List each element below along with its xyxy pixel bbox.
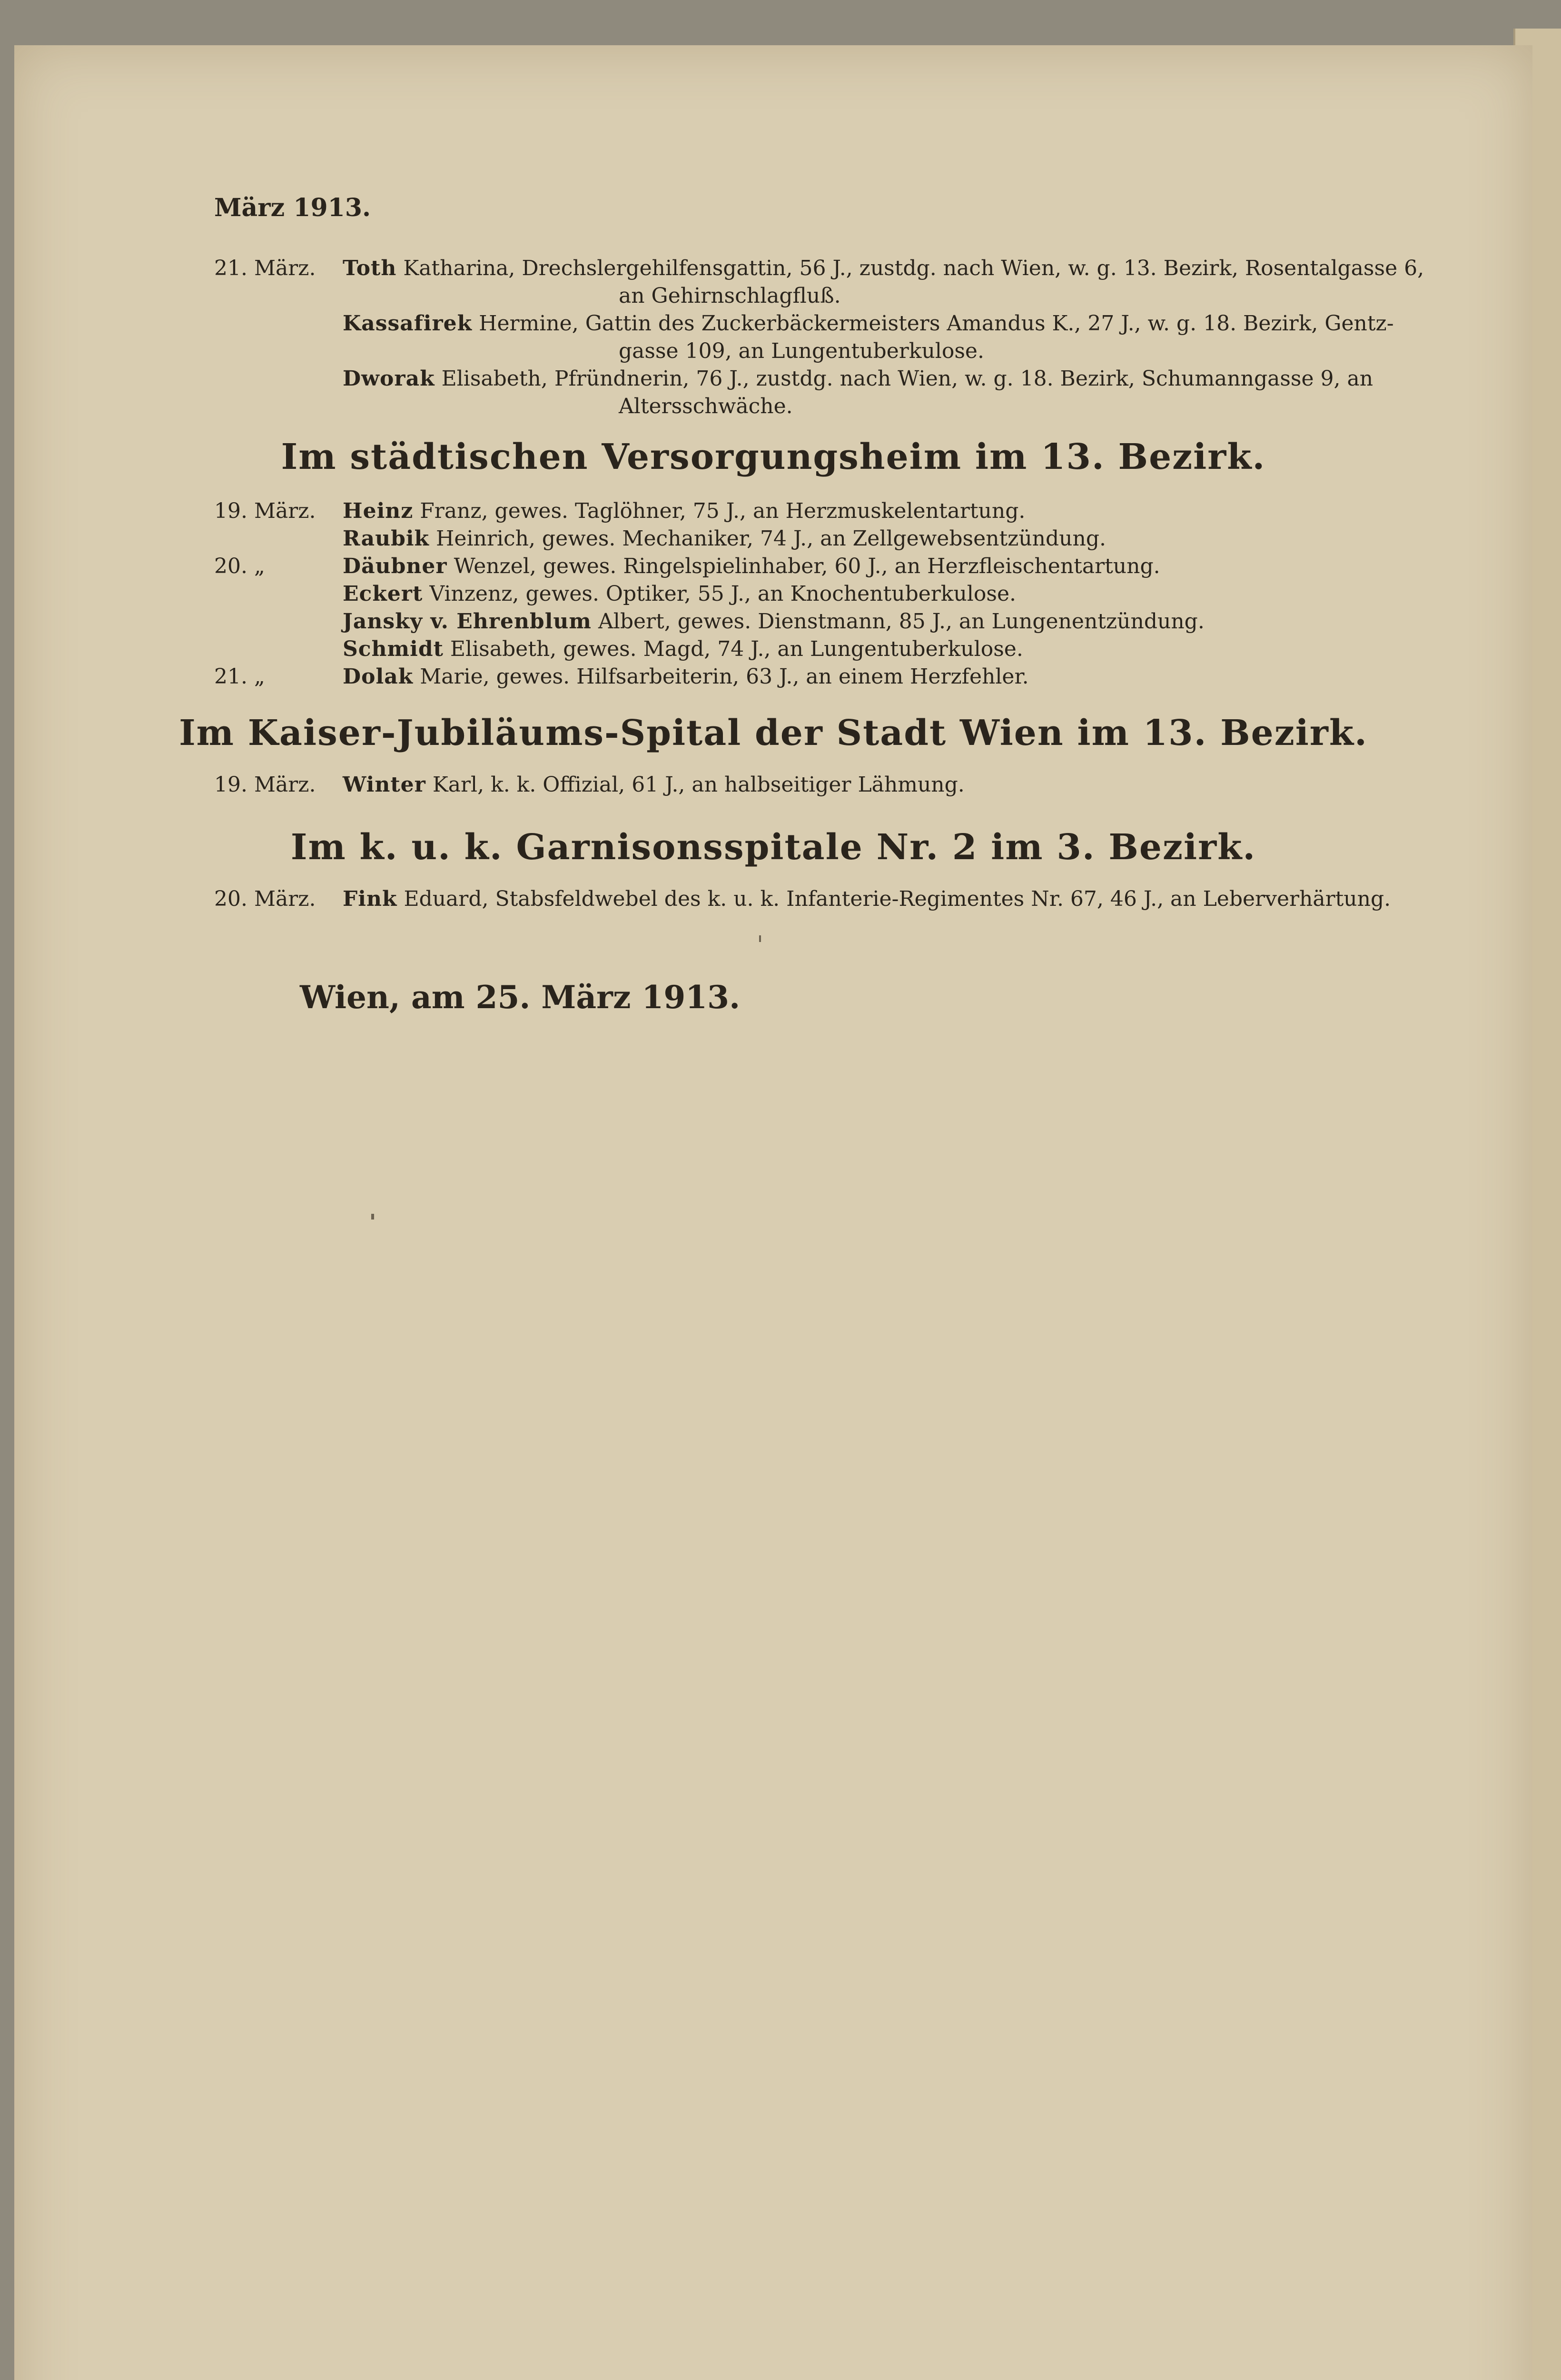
closing-date-line: Wien, am 25. März 1913. xyxy=(300,979,741,1016)
entry-name: Winter xyxy=(343,773,426,797)
entry-text: Franz, gewes. Taglöhner, 75 J., an Herzmuskelentartung. xyxy=(420,499,1026,523)
entry-name: Jansky v. Ehrenblum xyxy=(343,609,592,634)
print-speck xyxy=(371,1214,374,1220)
entry-date: 20. März. xyxy=(214,887,316,911)
entry-name: Dolak xyxy=(343,664,414,689)
entry-name: Toth xyxy=(343,256,397,280)
entry-name: Fink xyxy=(343,887,397,911)
entry-line xyxy=(343,497,1025,525)
entry-date: 20. „ xyxy=(214,554,265,578)
entry-line xyxy=(343,771,965,799)
entry-text: Eduard, Stabsfeldwebel des k. u. k. Infanterie-Regimentes Nr. 67, 46 J., an Leberverhärtung. xyxy=(404,887,1391,911)
entry-text: Elisabeth, gewes. Magd, 74 J., an Lungentuberkulose. xyxy=(450,637,1023,661)
entry-name: Kassafirek xyxy=(343,311,473,336)
entry-text: Marie, gewes. Hilfsarbeiterin, 63 J., an einem Herzfehler. xyxy=(420,664,1029,689)
section-heading-garnisonsspitale: Im k. u. k. Garnisonsspitale Nr. 2 im 3. Bezirk. xyxy=(290,827,1256,868)
entry-line xyxy=(343,525,1106,553)
entry-line xyxy=(343,553,1160,580)
section-heading-versorgungsheim: Im städtischen Versorgungsheim im 13. Bezirk. xyxy=(281,436,1266,477)
entry-line xyxy=(343,580,1016,608)
entry-continuation: an Gehirnschlagfluß. xyxy=(619,284,841,308)
entry-text: Wenzel, gewes. Ringelspielinhaber, 60 J., an Herzfleischentartung. xyxy=(454,554,1160,578)
entry-name: Dworak xyxy=(343,367,435,391)
print-speck xyxy=(759,935,761,942)
entry-text: Albert, gewes. Dienstmann, 85 J., an Lungenentzündung. xyxy=(598,609,1205,634)
entry-text: Hermine, Gattin des Zuckerbäckermeisters Amandus K., 27 J., w. g. 18. Bezirk, Gentz- xyxy=(479,311,1394,336)
entry-name: Däubner xyxy=(343,554,447,578)
entry-line xyxy=(343,663,1029,691)
entry-name: Raubik xyxy=(343,526,430,551)
entry-line xyxy=(343,255,1424,282)
section-heading-jubilaeums-spital: Im Kaiser-Jubiläums-Spital der Stadt Wien im 13. Bezirk. xyxy=(179,713,1368,754)
entry-line xyxy=(343,608,1205,635)
entry-date: 19. März. xyxy=(214,773,316,797)
entry-text: Elisabeth, Pfründnerin, 76 J., zustdg. nach Wien, w. g. 18. Bezirk, Schumanngasse 9, an xyxy=(441,367,1373,391)
entry-line xyxy=(343,635,1023,663)
page-header: März 1913. xyxy=(214,193,371,222)
entry-date: 21. März. xyxy=(214,256,316,280)
entry-name: Eckert xyxy=(343,582,423,606)
entry-name: Heinz xyxy=(343,499,414,523)
entry-text: Karl, k. k. Offizial, 61 J., an halbseitiger Lähmung. xyxy=(432,773,965,797)
entry-text: Heinrich, gewes. Mechaniker, 74 J., an Zellgewebsentzündung. xyxy=(436,526,1107,551)
entry-name: Schmidt xyxy=(343,637,444,661)
entry-line xyxy=(343,885,1391,913)
entry-line xyxy=(343,365,1373,393)
entry-date: 19. März. xyxy=(214,499,316,523)
entry-continuation: gasse 109, an Lungentuberkulose. xyxy=(619,339,984,363)
entry-text: Vinzenz, gewes. Optiker, 55 J., an Knochentuberkulose. xyxy=(429,582,1016,606)
document-page xyxy=(14,45,1532,2380)
entry-date: 21. „ xyxy=(214,664,265,689)
entry-continuation: Altersschwäche. xyxy=(619,394,793,418)
entry-text: Katharina, Drechslergehilfensgattin, 56 J., zustdg. nach Wien, w. g. 13. Bezirk, Rosentalgasse 6, xyxy=(403,256,1424,280)
entry-line xyxy=(343,310,1394,337)
